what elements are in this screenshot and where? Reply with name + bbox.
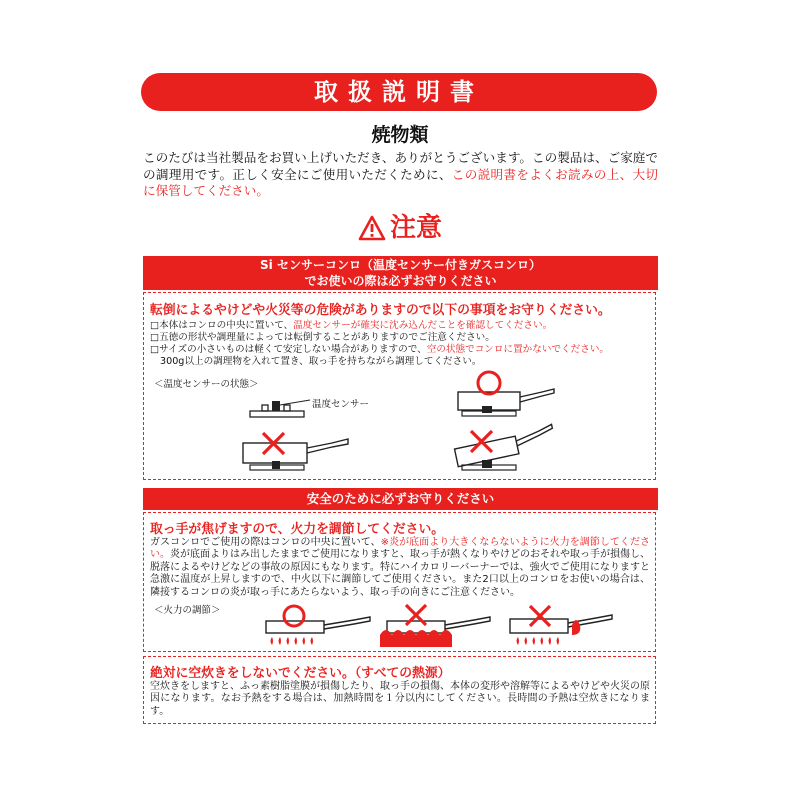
flame-paragraph: ガスコンロでご使用の際はコンロの中央に置いて、※炎が底面より大きくならないように火力を調節してください。炎が底面よりはみ出したままでご使用になりますと、取っ手が熱くなりやけどのおそれや取っ手が損傷し、脱落によるやけどなどの事故の原因にもなります。特にハイカロリーバーナーでは、強火でご使用になりますと急激に温度が上昇しますので、中火以下に調節してご使用ください。また2口以上のコンロをお使いの場合は、隣接するコンロの炎が取っ手にあたらないよう、取っ手の向きにご注意ください。 [150, 537, 650, 598]
checklist-item: □本体はコンロの中央に置いて、温度センサーが確実に沈み込んだことを確認してください。 [150, 320, 553, 331]
checklist-item: □サイズの小さいものは軽くて安定しない場合がありますので、空の状態でコンロに置かないでください。 [150, 344, 610, 355]
large-flame-incorrect [380, 605, 490, 647]
banner-line-2: でお使いの際は必ずお守りください [304, 274, 497, 288]
pan-incorrect-illustration [243, 433, 348, 470]
small-flame-correct [266, 606, 370, 645]
safety-banner-text: 安全のために必ずお守りください [306, 491, 495, 506]
empty-heating-text: 空炊きをしますと、ふっ素樹脂塗膜が損傷したり、取っ手の損傷、本体の変形や溶解等によるやけどや火災の原因になります。なお予熱をする場合は、加熱時間を１分以内にしてください。長時間の予熱は空炊きになります。 [150, 681, 650, 717]
sensor-diagram-caption: ＜温度センサーの状態＞ [154, 379, 259, 390]
caution-heading [0, 207, 800, 244]
flame-diagrams [144, 513, 654, 651]
banner-line-1: Si センサーコンロ（温度センサー付きガスコンロ） [260, 258, 541, 272]
caution-title: 注意 [389, 213, 442, 243]
product-category: 焼物類 [371, 124, 429, 146]
tip-over-heading: 転倒によるやけどや火災等の危険がありますので以下の事項をお守りください。 [150, 303, 611, 318]
sensor-diagrams [144, 293, 654, 479]
checklist-item: □五徳の形状や調理量によっては転倒することがありますのでご注意ください。 [150, 332, 495, 343]
pan-tilted-illustration [454, 424, 556, 470]
intro-highlight: この説明書をよくお読みの上、大切に保管してください。 [143, 166, 658, 198]
flame-warning-box [143, 512, 656, 652]
sensor-warning-box [143, 292, 656, 480]
warning-triangle-icon [358, 215, 386, 241]
sensor-stove-banner [143, 256, 658, 290]
pan-correct-illustration [458, 372, 554, 416]
empty-heating-heading: 絶対に空炊きをしないでください。（すべての熱源） [150, 666, 451, 681]
title-banner [141, 73, 657, 111]
flame-diagram-caption: ＜火力の調節＞ [154, 605, 221, 616]
empty-heating-box [143, 656, 656, 724]
intro-text: このたびは当社製品をお買い上げいただき、ありがとうございます。この製品は、ご家庭での調理用です。正しく安全にご使用いただくために、 [143, 150, 658, 182]
checklist-item-continued: 300g以上の調理物を入れて置き、取っ手を持ちながら調理してください。 [160, 356, 482, 367]
manual-title: 取扱説明書 [314, 78, 484, 106]
safety-banner [143, 488, 658, 510]
flame-on-handle-incorrect [510, 606, 612, 645]
sensor-label: 温度センサー [312, 399, 370, 410]
flame-heading: 取っ手が焦げますので、火力を調節してください。 [150, 522, 445, 537]
intro-paragraph [143, 150, 658, 200]
sensor-stove-illustration [250, 400, 310, 417]
